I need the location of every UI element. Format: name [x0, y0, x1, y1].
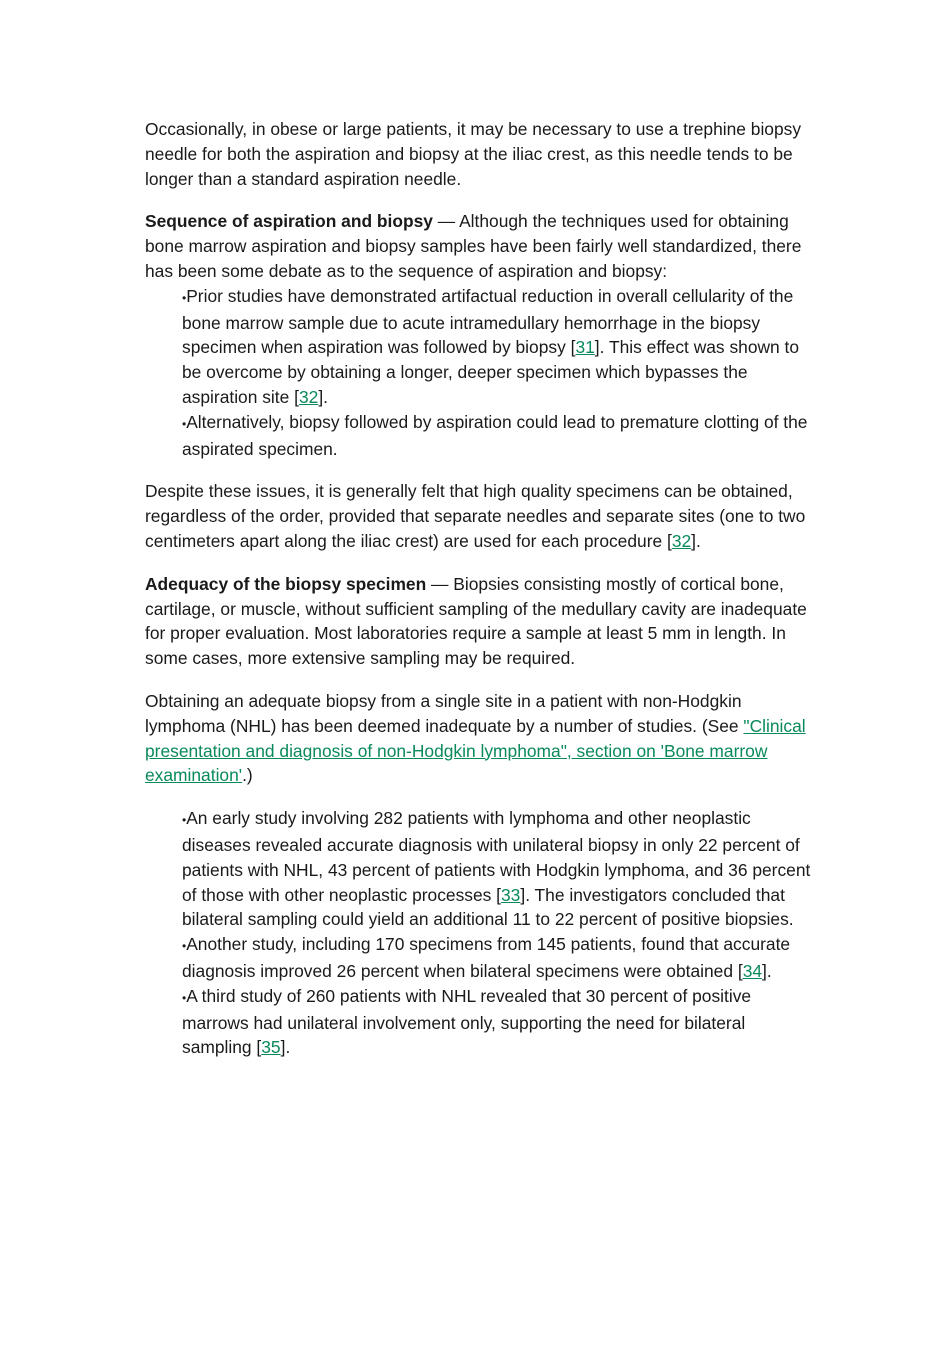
reference-link-31[interactable]: 31: [575, 337, 595, 358]
list-item: [182, 806, 815, 932]
list-item: [182, 410, 815, 462]
section-heading-adequacy: Adequacy of the biopsy specimen: [145, 573, 427, 594]
reference-link-35[interactable]: 35: [261, 1037, 281, 1058]
paragraph-sequence: [145, 209, 815, 283]
adequacy-text: Biopsies consisting mostly of cortical bone, cartilage, or muscle, without sufficient sampling of the medullary cavity are inadequate for proper evaluation. Most laboratories require a sample at least 5 mm in length. In some cases, more extensive sampling may be required.: [145, 573, 807, 669]
list-item-text: A third study of 260 patients with NHL revealed that 30 percent of positive marrows had unilateral involvement only, supporting the need for bilateral sampling [: [182, 985, 752, 1058]
paragraph-text: Obtaining an adequate biopsy from a single site in a patient with non-Hodgkin lymphoma (NHL) has been deemed inadequate by a number of studies.: [145, 690, 742, 736]
bullet-icon: •: [182, 290, 187, 305]
see-also-open: (See: [701, 715, 744, 736]
topic-link-nhl-diagnosis[interactable]: "Clinical presentation and diagnosis of non-Hodgkin lymphoma", section on 'Bone marrow examination': [145, 715, 806, 786]
section-heading-sequence: Sequence of aspiration and biopsy: [145, 211, 433, 232]
list-item-text: ]. The investigators concluded that bilateral sampling could yield an additional 11 to 22 percent of positive biopsies.: [182, 884, 794, 930]
paragraph-text: Despite these issues, it is generally felt that high quality specimens can be obtained, regardless of the order, provided that separate needles and separate sites (one to two centimeters apart along the iliac crest) are used for each procedure [: [145, 481, 806, 551]
bullet-icon: •: [182, 813, 187, 828]
list-item-text: ]. This effect was shown to be overcome by obtaining a longer, deeper specimen which bypasses the aspiration site [: [182, 337, 800, 407]
heading-dash: —: [426, 573, 454, 594]
paragraph-obese-patients: Occasionally, in obese or large patients, it may be necessary to use a trephine biopsy needle for both the aspiration and biopsy at the iliac crest, as this needle tends to be longer than a standard aspiration needle.: [145, 119, 802, 189]
list-item-text: ].: [762, 960, 772, 981]
reference-link-34[interactable]: 34: [742, 960, 763, 981]
sequence-intro-text: Although the techniques used for obtaining bone marrow aspiration and biopsy samples have been fairly well standardized, there has been some debate as to the sequence of aspiration and biopsy:: [145, 211, 802, 281]
see-also-close: .): [242, 765, 253, 786]
reference-link-32[interactable]: 32: [671, 530, 692, 551]
list-item: [182, 984, 815, 1060]
heading-dash: —: [432, 211, 460, 232]
list-item-text: ].: [318, 386, 328, 407]
list-item-text: Prior studies have demonstrated artifactual reduction in overall cellularity of the bone marrow sample due to acute intramedullary hemorrhage in the biopsy specimen when aspiration was followed by biopsy [: [182, 285, 794, 358]
paragraph-nhl: [145, 689, 815, 788]
bullet-icon: •: [182, 990, 187, 1005]
bullet-icon: •: [182, 416, 187, 431]
reference-link-32[interactable]: 32: [298, 386, 319, 407]
list-item-text: ].: [280, 1037, 291, 1058]
list-item: [182, 932, 815, 984]
document-page: [145, 117, 815, 1078]
list-item-text: Alternatively, biopsy followed by aspiration could lead to premature clotting of the aspirated specimen.: [182, 411, 808, 459]
list-item-text: An early study involving 282 patients with lymphoma and other neoplastic diseases revealed accurate diagnosis with unilateral biopsy in only 22 percent of patients with NHL, 43 percent of patients with Hodgkin lymphoma, and 36 percent of those with other neoplastic processes [: [182, 808, 811, 905]
paragraph-despite: [145, 479, 815, 553]
list-item: [182, 284, 815, 410]
sequence-bullet-list: [145, 284, 815, 462]
bullet-icon: •: [182, 939, 187, 954]
paragraph-text: ].: [691, 530, 701, 551]
list-item-text: Another study, including 170 specimens from 145 patients, found that accurate diagnosis improved 26 percent when bilateral specimens were obtained [: [182, 934, 791, 981]
paragraph-adequacy: [145, 572, 815, 671]
reference-link-33[interactable]: 33: [501, 884, 521, 905]
nhl-bullet-list: [145, 806, 815, 1060]
